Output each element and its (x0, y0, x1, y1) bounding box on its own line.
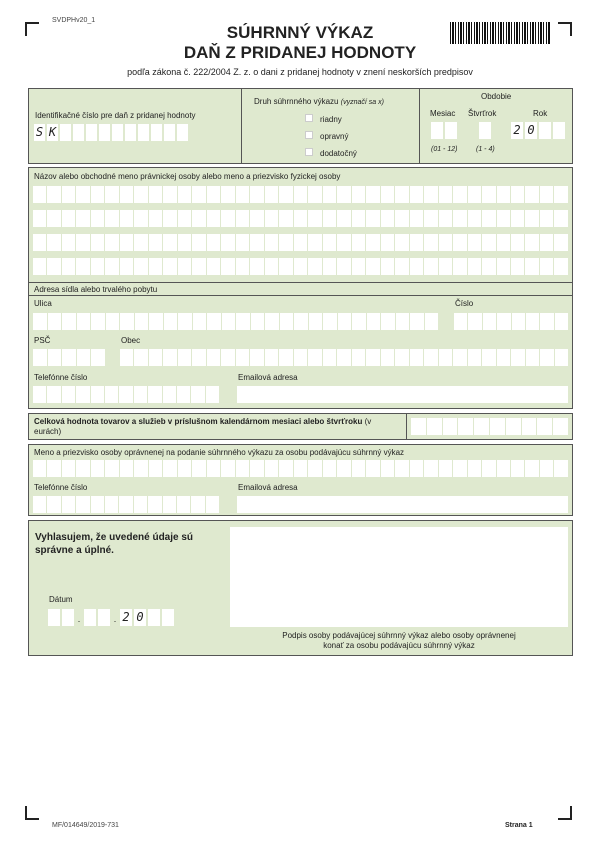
corner-mark-bottom-left (25, 806, 39, 820)
page-number: Strana 1 (505, 822, 533, 829)
type-supplementary-checkbox[interactable] (305, 148, 313, 156)
date-label: Dátum (49, 595, 73, 604)
vat-id-cell[interactable]: S (35, 125, 44, 139)
date-dot: . (77, 614, 81, 624)
authorized-email-input[interactable] (237, 496, 568, 513)
address-label: Adresa sídla alebo trvalého pobytu (34, 285, 158, 294)
id-label: Identifikačné číslo pre daň z pridanej hodnoty (35, 111, 196, 120)
type-regular-label: riadny (320, 115, 342, 124)
street-cells[interactable] (33, 313, 438, 330)
date-cells[interactable] (48, 609, 174, 629)
vat-id-cell[interactable] (177, 124, 188, 141)
barcode (450, 22, 550, 44)
title-line-1: SÚHRNNÝ VÝKAZ (226, 23, 374, 42)
year-cell[interactable]: 0 (525, 122, 537, 139)
name-row-3[interactable] (33, 234, 568, 251)
street-label: Ulica (34, 299, 52, 308)
corner-mark-top-left (25, 22, 39, 36)
city-label: Obec (121, 336, 141, 345)
form-code: SVDPHv20_1 (52, 17, 96, 24)
vat-id-cell[interactable] (73, 124, 84, 141)
page-title (120, 23, 480, 63)
quarter-cell[interactable] (479, 122, 491, 139)
name-label: Názov alebo obchodné meno právnickej osoby alebo meno a priezvisko fyzickej osoby (34, 172, 341, 181)
period-label: Obdobie (481, 92, 512, 101)
email-label: Emailová adresa (238, 373, 298, 382)
name-address-section (28, 167, 573, 409)
date-year-cell[interactable] (162, 609, 174, 626)
month-cells[interactable] (431, 122, 457, 139)
vat-id-cell[interactable] (138, 124, 149, 141)
form-number: MF/014649/2019-731 (52, 822, 119, 829)
type-corrective-label: opravný (320, 132, 349, 141)
total-value-cells[interactable] (411, 418, 568, 435)
date-day-cell[interactable] (62, 609, 74, 626)
month-label: Mesiac (430, 109, 456, 118)
quarter-label: Štvrťrok (468, 109, 497, 118)
authorized-phone-cells[interactable] (33, 496, 219, 513)
signature-box[interactable] (230, 527, 568, 627)
authorized-person-section (28, 444, 573, 516)
title-line-2: DAŇ Z PRIDANEJ HODNOTY (183, 43, 417, 62)
date-day-cell[interactable] (48, 609, 60, 626)
vat-id-cell[interactable] (60, 124, 71, 141)
year-cell[interactable]: 2 (511, 122, 523, 139)
date-month-cell[interactable] (84, 609, 96, 626)
authorized-person-label: Meno a priezvisko osoby oprávnenej na podanie súhrnného výkazu za osobu podávajúcu súhrnný výkaz (34, 448, 405, 457)
subtitle: podľa zákona č. 222/2004 Z. z. o dani z pridanej hodnoty v znení neskorších predpisov (127, 67, 473, 77)
type-supplementary-label: dodatočný (320, 149, 357, 158)
name-row-1[interactable] (33, 186, 568, 203)
corner-mark-top-right (558, 22, 572, 36)
date-month-cell[interactable] (98, 609, 110, 626)
vat-id-cell[interactable] (151, 124, 162, 141)
year-cell[interactable] (553, 122, 565, 139)
date-year-cell[interactable]: 0 (134, 609, 146, 626)
phone-cells[interactable] (33, 386, 219, 403)
total-value-label: Celková hodnota tovarov a služieb v príslušnom kalendárnom mesiaci alebo štvrťroku (v eurách) (34, 417, 372, 436)
id-section (28, 88, 573, 164)
vat-id-cells[interactable] (34, 124, 188, 141)
declaration-text: Vyhlasujem, že uvedené údaje sú správne a úplné. (35, 532, 194, 556)
vat-id-cell[interactable] (86, 124, 97, 141)
year-cells[interactable] (511, 122, 565, 139)
authorized-name-cells[interactable] (33, 460, 568, 477)
authorized-phone-label: Telefónne číslo (34, 483, 88, 492)
vat-id-cell[interactable] (112, 124, 123, 141)
year-label: Rok (533, 109, 548, 118)
quarter-cells[interactable] (479, 122, 491, 139)
declaration-section (28, 520, 573, 656)
year-cell[interactable] (539, 122, 551, 139)
month-cell[interactable] (431, 122, 443, 139)
report-type-label: Druh súhrnného výkazu (vyznačí sa x) (254, 97, 384, 106)
city-cells[interactable] (120, 349, 568, 366)
authorized-email-label: Emailová adresa (238, 483, 298, 492)
date-year-cell[interactable] (148, 609, 160, 626)
date-dot: . (113, 614, 117, 624)
name-row-4[interactable] (33, 258, 568, 275)
type-regular-checkbox[interactable] (305, 114, 313, 122)
email-input[interactable] (237, 386, 568, 403)
total-value-section (28, 413, 573, 440)
vat-id-cell[interactable] (99, 124, 110, 141)
vat-id-cell[interactable]: K (48, 125, 57, 139)
zip-label: PSČ (34, 336, 51, 345)
name-row-2[interactable] (33, 210, 568, 227)
zip-cells[interactable] (33, 349, 105, 366)
quarter-hint: (1 - 4) (476, 146, 495, 153)
vat-id-cell[interactable] (164, 124, 175, 141)
type-corrective-checkbox[interactable] (305, 131, 313, 139)
phone-label: Telefónne číslo (34, 373, 88, 382)
date-year-cell[interactable]: 2 (120, 609, 132, 626)
month-hint: (01 - 12) (431, 146, 458, 153)
signature-caption: Podpis osoby podávajúcej súhrnný výkaz alebo osoby oprávnenej konať za osobu podávajúcu súhrnný výkaz (282, 631, 516, 650)
number-label: Číslo (455, 299, 474, 308)
vat-id-cell[interactable] (125, 124, 136, 141)
number-cells[interactable] (454, 313, 568, 330)
corner-mark-bottom-right (558, 806, 572, 820)
month-cell[interactable] (445, 122, 457, 139)
